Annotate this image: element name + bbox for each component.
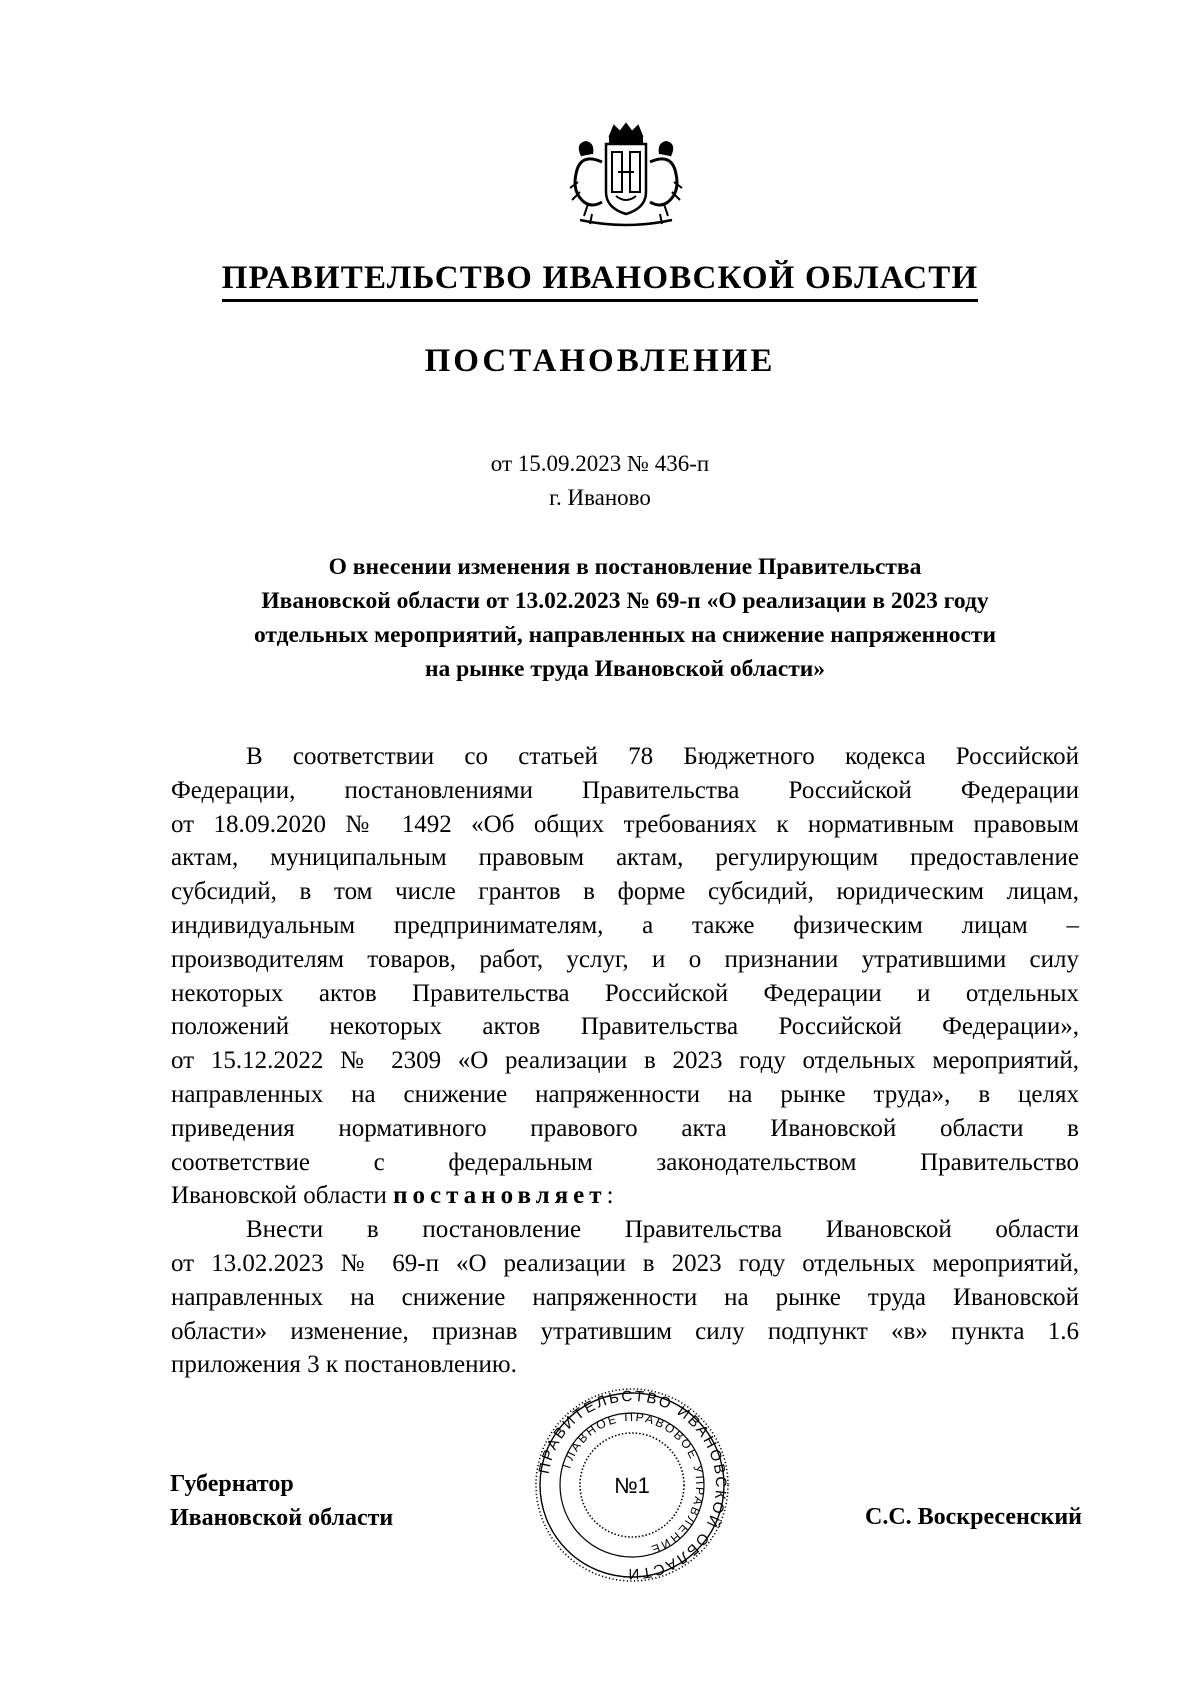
seal-center-text: №1 (614, 1473, 650, 1498)
document-type: ПОСТАНОВЛЕНИЕ (424, 343, 776, 379)
subject-line: Ивановской области от 13.02.2023 № 69-п «О реализации в 2023 году (261, 588, 989, 614)
signatory-title-line: Ивановской области (170, 1505, 394, 1531)
resolution-suffix: : (606, 1182, 614, 1210)
signatory-name: С.С. Воскресенский (864, 1504, 1082, 1530)
government-title-text: ПРАВИТЕЛЬСТВО ИВАНОВСКОЙ ОБЛАСТИ (222, 260, 979, 302)
city: г. Иваново (549, 485, 651, 510)
government-title (160, 262, 1040, 295)
signatory-title (170, 1467, 393, 1535)
document-body (171, 740, 1079, 1382)
body-line: области» изменение, признав утратившим силу подпункт «в» пункта 1.6 (171, 1317, 1079, 1345)
subject-line: О внесении изменения в постановление Правительства (328, 554, 922, 580)
coat-of-arms-icon (562, 122, 690, 230)
body-line: направленных на снижение напряженности на рынке труда Ивановской (171, 1283, 1079, 1311)
body-line: некоторых актов Правительства Российской Федерации и отдельных (171, 979, 1079, 1007)
body-line: от 15.12.2022 № 2309 «О реализации в 2023 году отдельных мероприятий, (171, 1047, 1079, 1075)
body-line: В соответствии со статьей 78 Бюджетного кодекса Российской (246, 743, 1079, 770)
body-line: актам, муниципальным правовым актам, регулирующим предоставление (171, 844, 1079, 872)
body-line: производителям товаров, работ, услуг, и о признании утратившими силу (171, 945, 1079, 973)
signatory-title-line: Губернатор (170, 1471, 294, 1497)
body-line-resolution (171, 1179, 1079, 1213)
body-line: Федерации, постановлениями Правительства Российской Федерации (171, 776, 1079, 804)
body-line: от 13.02.2023 № 69-п «О реализации в 2023 году отдельных мероприятий, (171, 1249, 1079, 1277)
subject-line: отдельных мероприятий, направленных на снижение напряженности (253, 622, 997, 648)
body-line: соответствие с федеральным законодательством Правительство (171, 1148, 1079, 1176)
body-line: от 18.09.2020 № 1492 «Об общих требованиях к нормативным правовым (171, 810, 1079, 838)
date-number: от 15.09.2023 № 436-п (490, 451, 710, 476)
body-line: индивидуальным предпринимателям, а также физическим лицам – (171, 911, 1079, 939)
subject-line: на рынке труда Ивановской области» (424, 656, 826, 682)
body-line: приведения нормативного правового акта Ивановской области в (171, 1114, 1079, 1142)
resolution-verb: постановляет (393, 1182, 607, 1210)
body-line: направленных на снижение напряженности на рынке труда», в целях (171, 1080, 1079, 1108)
body-line: приложения 3 к постановлению. (171, 1351, 517, 1379)
resolution-prefix: Ивановской области (171, 1182, 394, 1210)
body-line: субсидий, в том числе грантов в форме субсидий, юридическим лицам, (171, 878, 1079, 906)
body-line: Внести в постановление Правительства Ивановской области (246, 1216, 1079, 1244)
seal-inner-text: ГЛАВНОЕ ПРАВОВОЕ УПРАВЛЕНИЕ (559, 1409, 708, 1558)
seal-outer-text: ПРАВИТЕЛЬСТВО ИВАНОВСКОЙ ОБЛАСТИ (535, 1387, 730, 1583)
document-subject (160, 550, 1090, 686)
official-seal-stamp (532, 1385, 732, 1585)
body-line: положений некоторых актов Правительства Российской Федерации», (171, 1013, 1079, 1041)
